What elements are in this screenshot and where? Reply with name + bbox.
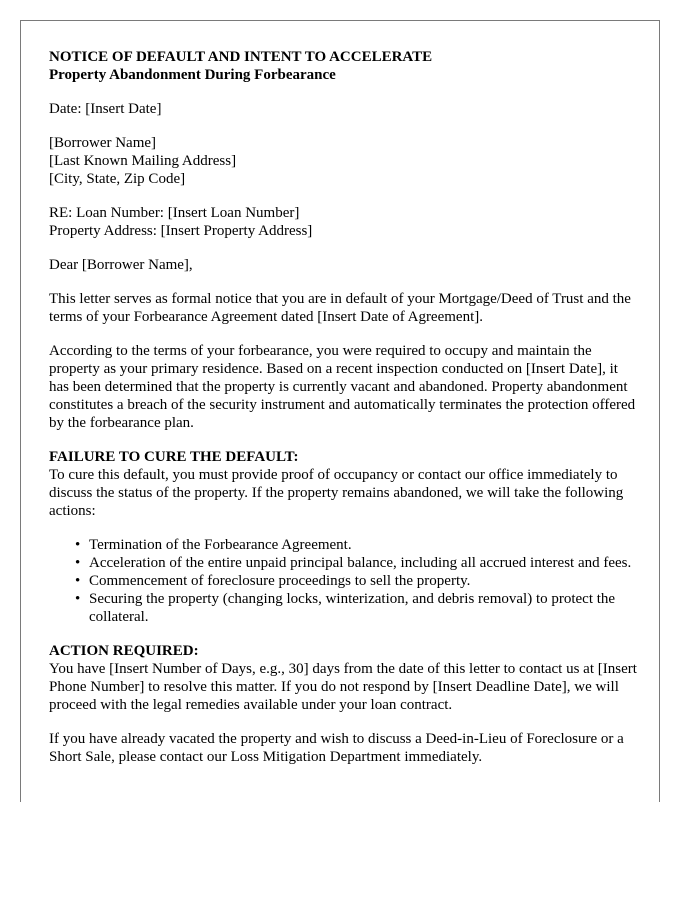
- recipient-address: [Last Known Mailing Address]: [49, 153, 237, 169]
- list-item: • Commencement of foreclosure proceedings to sell the property.: [89, 572, 639, 590]
- recipient-city-state-zip: [City, State, Zip Code]: [49, 171, 186, 187]
- letter-content: [49, 48, 639, 766]
- letter-page: [20, 20, 660, 802]
- letter-title: NOTICE OF DEFAULT AND INTENT TO ACCELERATE: [49, 49, 433, 65]
- actions-list: [49, 536, 639, 626]
- action-required-title: ACTION REQUIRED:: [49, 643, 199, 659]
- paragraph-default-notice: This letter serves as formal notice that you are in default of your Mortgage/Deed of Trust and the terms of your Forbearance Agreement dated [Insert Date of Agreement].: [49, 291, 631, 325]
- paragraph-abandonment: According to the terms of your forbearance, you were required to occupy and maintain the property as your primary residence. Based on a recent inspection conducted on [Insert Date], it has been determined that the property is currently vacant and abandoned. Property abandonment constitutes a breach of the security instrument and automatically terminates the protection offered by the forbearance plan.: [49, 343, 636, 431]
- recipient-name: [Borrower Name]: [49, 135, 157, 151]
- re-block: [49, 204, 639, 240]
- closing-paragraph: If you have already vacated the property and wish to discuss a Deed-in-Lieu of Foreclosure or a Short Sale, please contact our Loss Mitigation Department immediately.: [49, 731, 624, 765]
- list-item: • Termination of the Forbearance Agreement.: [89, 536, 639, 554]
- failure-section-title: FAILURE TO CURE THE DEFAULT:: [49, 449, 299, 465]
- failure-section-body: To cure this default, you must provide proof of occupancy or contact our office immediately to discuss the status of the property. If the property remains abandoned, we will take the following actions:: [49, 467, 624, 519]
- re-loan-number: RE: Loan Number: [Insert Loan Number]: [49, 205, 300, 221]
- date-line: Date: [Insert Date]: [49, 101, 162, 117]
- failure-section: [49, 448, 639, 626]
- recipient-block: [49, 134, 639, 188]
- re-property-address: Property Address: [Insert Property Address]: [49, 223, 313, 239]
- action-required-body: You have [Insert Number of Days, e.g., 30] days from the date of this letter to contact us at [Insert Phone Number] to resolve this matter. If you do not respond by [Insert Deadline Date], we will proceed with the legal remedies available under your loan contract.: [49, 661, 637, 713]
- salutation: Dear [Borrower Name],: [49, 257, 193, 273]
- action-required-section: [49, 642, 639, 714]
- list-item: • Securing the property (changing locks, winterization, and debris removal) to protect the collateral.: [89, 590, 639, 626]
- letter-subtitle: Property Abandonment During Forbearance: [49, 67, 336, 83]
- list-item: • Acceleration of the entire unpaid principal balance, including all accrued interest and fees.: [89, 554, 639, 572]
